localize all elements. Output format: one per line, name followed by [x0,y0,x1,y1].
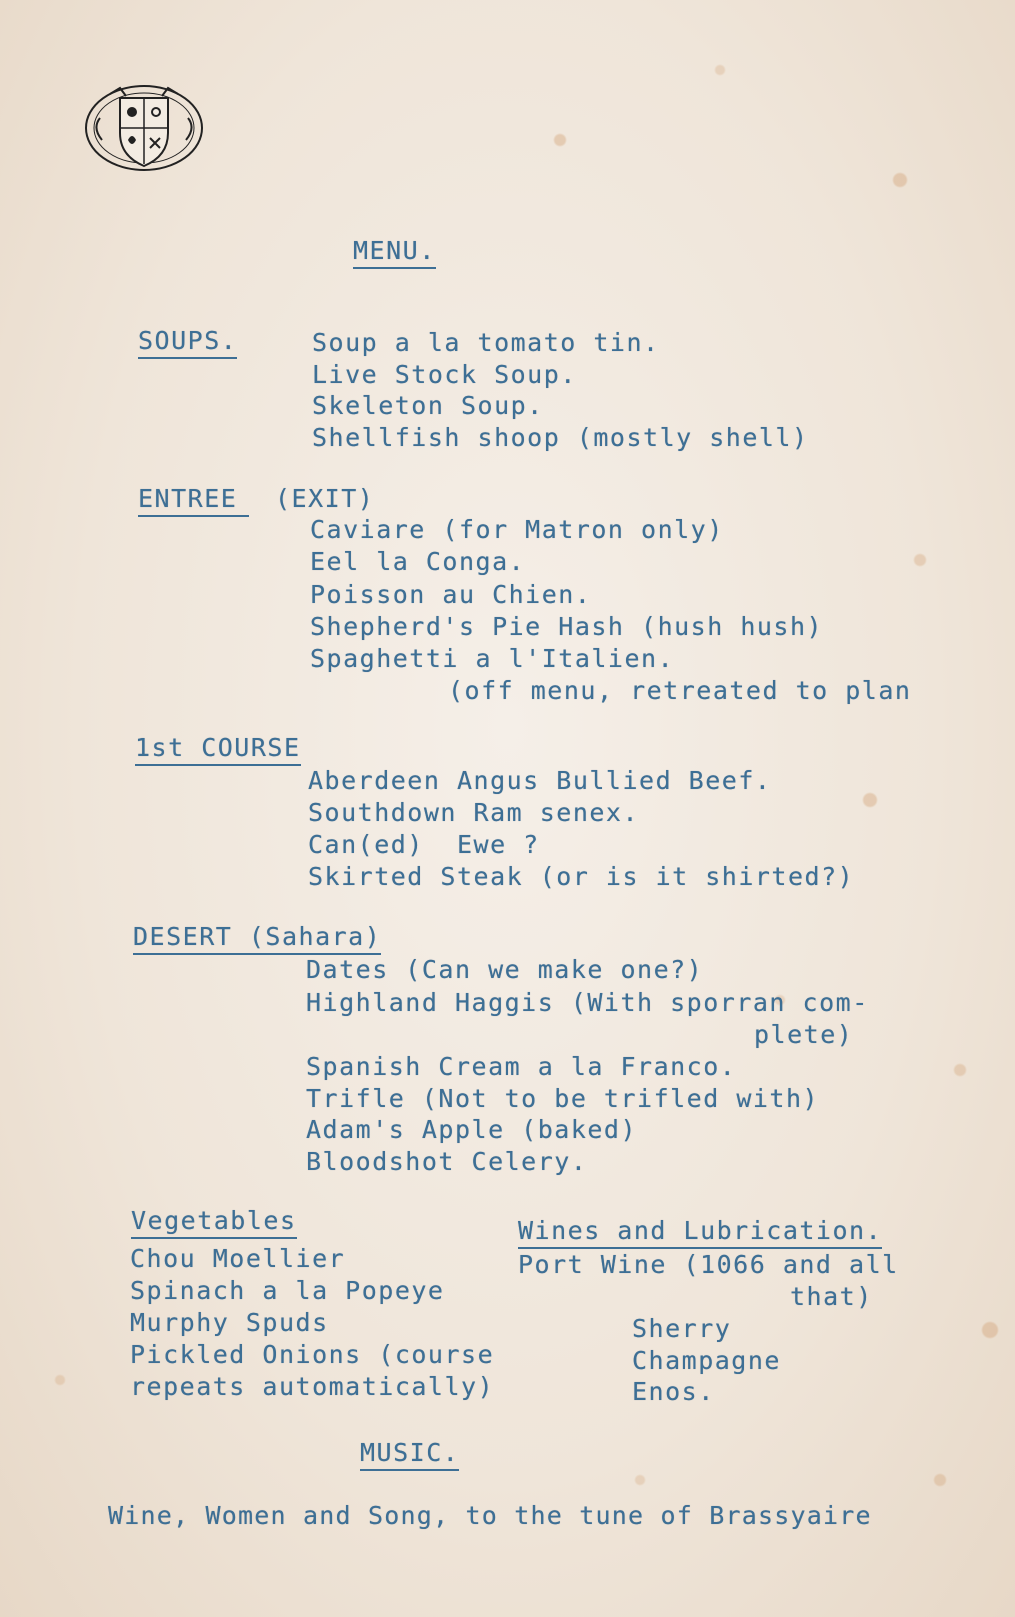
entree-item: Poisson au Chien. [310,580,592,609]
entree-item: Caviare (for Matron only) [310,515,724,544]
vegetable-item: Spinach a la Popeye [130,1276,445,1305]
soups-heading: SOUPS. [138,328,237,359]
wine-item: Enos. [632,1377,715,1406]
entree-heading-suffix: (EXIT) [275,484,375,513]
course-item: Aberdeen Angus Bullied Beef. [308,766,772,795]
entree-item: Eel la Conga. [310,547,526,576]
desert-item: Adam's Apple (baked) [306,1115,638,1144]
music-heading: MUSIC. [360,1440,459,1471]
desert-item: Trifle (Not to be trifled with) [306,1084,820,1113]
wine-item: Champagne [632,1346,781,1375]
desert-item: Highland Haggis (With sporran com- [306,988,869,1017]
wine-item: that) [790,1282,873,1311]
crest-icon [80,78,208,178]
first-course-heading: 1st COURSE [135,735,301,766]
course-item: Southdown Ram senex. [308,798,640,827]
entree-note: (off menu, retreated to plan [448,676,912,705]
menu-title: MENU. [353,238,436,269]
wine-item: Sherry [632,1314,732,1343]
desert-item: plete) [754,1020,854,1049]
entree-item: Shepherd's Pie Hash (hush hush) [310,612,824,641]
vegetables-heading: Vegetables [131,1208,297,1239]
soup-item: Shellfish shoop (mostly shell) [312,423,809,452]
vegetable-item: repeats automatically) [130,1372,495,1401]
desert-item: Spanish Cream a la Franco. [306,1052,737,1081]
entree-item: Spaghetti a l'Italien. [310,644,675,673]
soup-item: Soup a la tomato tin. [312,328,660,357]
wines-heading: Wines and Lubrication. [518,1218,882,1249]
soup-item: Live Stock Soup. [312,360,577,389]
desert-heading: DESERT (Sahara) [133,924,381,955]
wine-item: Port Wine (1066 and all [518,1250,899,1279]
vegetable-item: Chou Moellier [130,1244,346,1273]
course-item: Skirted Steak (or is it shirted?) [308,862,855,891]
course-item: Can(ed) Ewe ? [308,830,540,859]
vegetable-item: Pickled Onions (course [130,1340,495,1369]
desert-item: Dates (Can we make one?) [306,955,704,984]
soup-item: Skeleton Soup. [312,391,544,420]
music-text: Wine, Women and Song, to the tune of Brassyaire [108,1501,872,1530]
entree-heading: ENTREE [138,486,249,517]
vegetable-item: Murphy Spuds [130,1308,329,1337]
desert-item: Bloodshot Celery. [306,1147,588,1176]
